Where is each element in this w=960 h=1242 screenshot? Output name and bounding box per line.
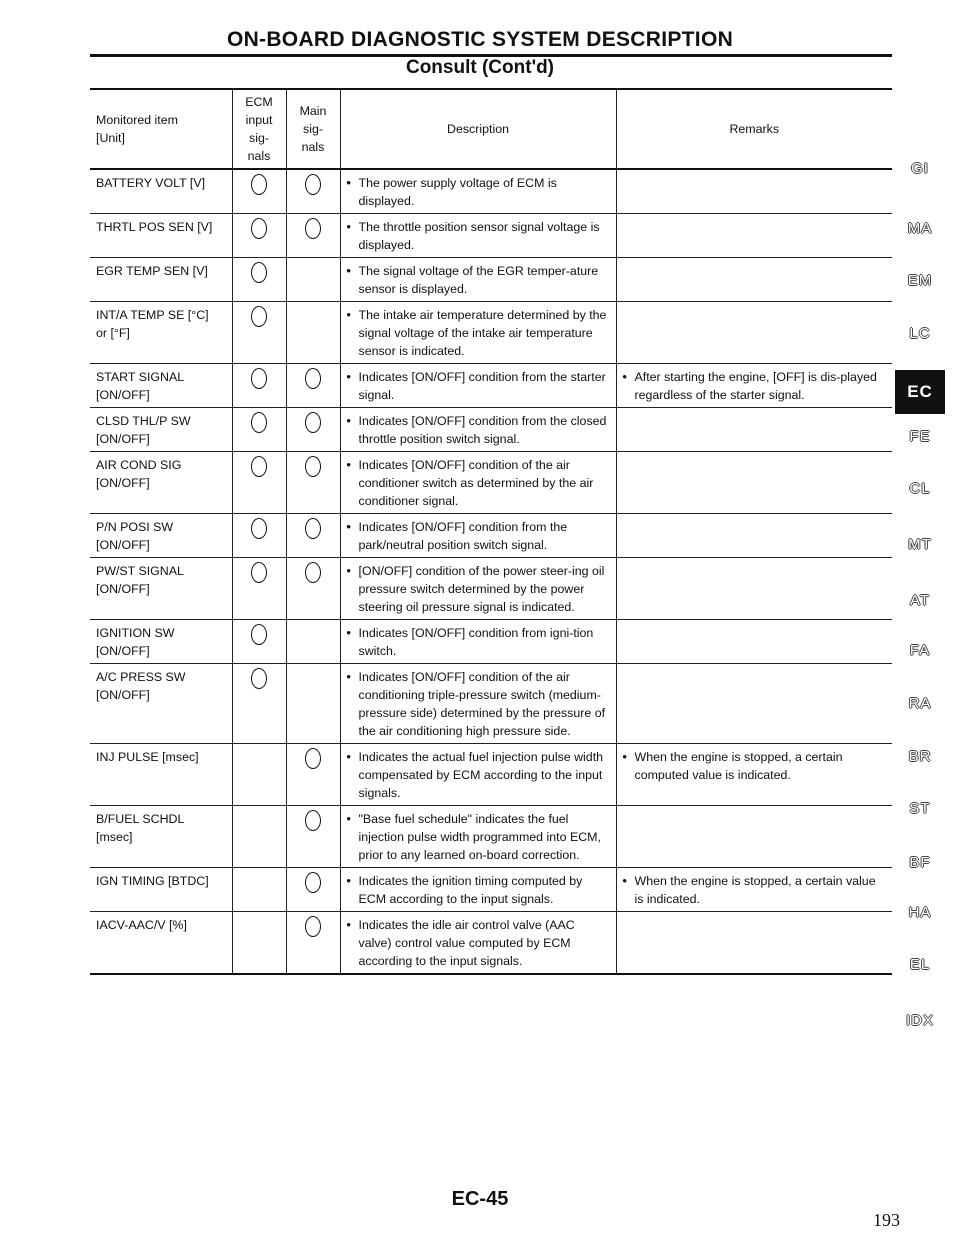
circle-mark-icon	[251, 456, 267, 477]
monitored-item-cell	[90, 806, 232, 868]
bullet-icon: •	[346, 414, 351, 428]
table-row	[90, 558, 892, 620]
side-tab-el[interactable]: EL	[909, 956, 931, 973]
monitored-item-name: PW/ST SIGNAL	[96, 564, 184, 578]
description-cell	[340, 744, 616, 806]
main-signal-cell	[286, 912, 340, 975]
remarks-bullet	[623, 368, 887, 404]
description-cell	[340, 214, 616, 258]
monitored-item-cell	[90, 620, 232, 664]
column-header-description: Description	[340, 89, 616, 169]
side-tab-lc[interactable]: LC	[909, 325, 931, 342]
table-row	[90, 806, 892, 868]
circle-mark-icon	[305, 412, 321, 433]
monitored-item-cell	[90, 169, 232, 214]
monitored-item-unit: or [°F]	[96, 326, 130, 340]
diagnostic-table-container	[90, 88, 892, 975]
monitored-item-name: IGN TIMING [BTDC]	[96, 874, 209, 888]
description-cell	[340, 452, 616, 514]
bullet-icon: •	[346, 626, 351, 640]
ecm-input-signal-cell	[232, 452, 286, 514]
circle-mark-icon	[251, 368, 267, 389]
description-text: The throttle position sensor signal voltage is displayed.	[358, 220, 600, 252]
remarks-text: When the engine is stopped, a certain computed value is indicated.	[634, 750, 843, 782]
bullet-icon: •	[346, 918, 351, 932]
monitored-item-unit: [ON/OFF]	[96, 644, 150, 658]
bullet-icon: •	[346, 458, 351, 472]
monitored-item-name: EGR TEMP SEN [V]	[96, 264, 208, 278]
bullet-icon: •	[346, 520, 351, 534]
table-row	[90, 169, 892, 214]
description-text: The power supply voltage of ECM is displayed.	[358, 176, 557, 208]
table-row	[90, 912, 892, 975]
monitored-item-name: START SIGNAL	[96, 370, 185, 384]
table-row	[90, 408, 892, 452]
description-text: [ON/OFF] condition of the power steer-ing oil pressure switch determined by the power steering oil pressure signal is indicated.	[358, 564, 605, 614]
side-tab-br[interactable]: BR	[908, 748, 932, 765]
monitored-item-cell	[90, 214, 232, 258]
monitored-item-name: AIR COND SIG	[96, 458, 182, 472]
table-body	[90, 169, 892, 974]
circle-mark-icon	[305, 562, 321, 583]
remarks-text: After starting the engine, [OFF] is dis-played regardless of the starter signal.	[634, 370, 877, 402]
description-bullet	[347, 518, 610, 554]
bullet-icon: •	[622, 750, 627, 764]
monitored-item-cell	[90, 868, 232, 912]
main-signal-cell	[286, 806, 340, 868]
main-signal-cell	[286, 408, 340, 452]
description-text: Indicates the actual fuel injection pulse width compensated by ECM according to the input signals.	[358, 750, 604, 800]
remarks-cell	[616, 744, 892, 806]
monitored-item-name: CLSD THL/P SW	[96, 414, 191, 428]
description-bullet	[347, 174, 610, 210]
table-row	[90, 364, 892, 408]
description-cell	[340, 620, 616, 664]
ecm-input-signal-cell	[232, 558, 286, 620]
remarks-cell	[616, 258, 892, 302]
table-row	[90, 744, 892, 806]
table-row	[90, 302, 892, 364]
monitored-item-unit: [ON/OFF]	[96, 582, 150, 596]
ecm-input-signal-cell	[232, 364, 286, 408]
description-text: Indicates [ON/OFF] condition of the air conditioner switch as determined by the air conditioner signal.	[358, 458, 594, 508]
ecm-input-signal-cell	[232, 744, 286, 806]
main-signal-cell	[286, 452, 340, 514]
monitored-item-name: A/C PRESS SW	[96, 670, 186, 684]
side-tab-fe[interactable]: FE	[909, 428, 931, 445]
column-header-remarks: Remarks	[616, 89, 892, 169]
bullet-icon: •	[346, 264, 351, 278]
diagnostic-table	[90, 88, 892, 975]
page-number: 193	[873, 1210, 900, 1230]
table-row	[90, 452, 892, 514]
monitored-item-unit: [ON/OFF]	[96, 432, 150, 446]
table-row	[90, 664, 892, 744]
main-signal-cell	[286, 514, 340, 558]
main-signal-cell	[286, 169, 340, 214]
monitored-item-unit: [ON/OFF]	[96, 388, 150, 402]
side-tab-em[interactable]: EM	[907, 272, 933, 289]
main-signal-cell	[286, 302, 340, 364]
bullet-icon: •	[346, 220, 351, 234]
table-header-row	[90, 89, 892, 169]
ecm-input-signal-cell	[232, 169, 286, 214]
side-tab-ha[interactable]: HA	[908, 904, 932, 921]
monitored-item-name: INT/A TEMP SE [°C]	[96, 308, 209, 322]
remarks-cell	[616, 806, 892, 868]
monitored-item-cell	[90, 364, 232, 408]
side-tab-bf[interactable]: BF	[909, 854, 931, 871]
side-tab-ec[interactable]: EC	[895, 370, 945, 414]
monitored-item-unit: [msec]	[96, 830, 133, 844]
ecm-input-signal-cell	[232, 664, 286, 744]
ecm-input-signal-cell	[232, 408, 286, 452]
description-text: The signal voltage of the EGR temper-ature sensor is displayed.	[358, 264, 599, 296]
side-tab-ra[interactable]: RA	[908, 695, 932, 712]
page-code: EC-45	[451, 1188, 509, 1210]
bullet-icon: •	[346, 812, 351, 826]
description-cell	[340, 912, 616, 975]
circle-mark-icon	[251, 218, 267, 239]
monitored-item-name: THRTL POS SEN [V]	[96, 220, 213, 234]
circle-mark-icon	[305, 872, 321, 893]
monitored-item-unit: [ON/OFF]	[96, 476, 150, 490]
remarks-cell	[616, 169, 892, 214]
circle-mark-icon	[251, 306, 267, 327]
description-text: Indicates [ON/OFF] condition from the park/neutral position switch signal.	[358, 520, 568, 552]
circle-mark-icon	[305, 916, 321, 937]
description-text: Indicates [ON/OFF] condition from igni-tion switch.	[358, 626, 594, 658]
monitored-item-cell	[90, 408, 232, 452]
description-text: Indicates the ignition timing computed by ECM according to the input signals.	[358, 874, 583, 906]
bullet-icon: •	[622, 370, 627, 384]
table-row	[90, 868, 892, 912]
monitored-item-unit: [ON/OFF]	[96, 688, 150, 702]
side-tab-idx[interactable]: IDX	[905, 1012, 934, 1029]
monitored-item-cell	[90, 558, 232, 620]
monitored-item-name: INJ PULSE [msec]	[96, 750, 199, 764]
circle-mark-icon	[251, 262, 267, 283]
description-bullet	[347, 668, 610, 740]
circle-mark-icon	[305, 810, 321, 831]
side-tab-cl[interactable]: CL	[909, 480, 931, 497]
main-signal-cell	[286, 214, 340, 258]
ecm-input-signal-cell	[232, 214, 286, 258]
monitored-item-cell	[90, 744, 232, 806]
description-text: The intake air temperature determined by the signal voltage of the intake air temperature sensor is indicated.	[358, 308, 607, 358]
remarks-bullet	[623, 748, 887, 784]
description-cell	[340, 664, 616, 744]
circle-mark-icon	[305, 518, 321, 539]
circle-mark-icon	[251, 668, 267, 689]
column-header-main: Main sig- nals	[286, 89, 340, 169]
remarks-cell	[616, 302, 892, 364]
monitored-item-name: IGNITION SW	[96, 626, 175, 640]
description-bullet	[347, 562, 610, 616]
monitored-item-cell	[90, 452, 232, 514]
main-signal-cell	[286, 744, 340, 806]
remarks-cell	[616, 214, 892, 258]
table-row	[90, 514, 892, 558]
column-header-ecm: ECM input sig- nals	[232, 89, 286, 169]
description-text: "Base fuel schedule" indicates the fuel injection pulse width programmed into ECM, prior to any learned on-board correction.	[358, 812, 601, 862]
remarks-cell	[616, 558, 892, 620]
bullet-icon: •	[622, 874, 627, 888]
remarks-cell	[616, 452, 892, 514]
monitored-item-cell	[90, 258, 232, 302]
bullet-icon: •	[346, 370, 351, 384]
monitored-item-name: IACV-AAC/V [%]	[96, 918, 187, 932]
remarks-cell	[616, 868, 892, 912]
description-text: Indicates [ON/OFF] condition of the air conditioning triple-pressure switch (medium-pressure side) determined by the pressure of the air conditioning high pressure side.	[358, 670, 606, 738]
ecm-input-signal-cell	[232, 302, 286, 364]
monitored-item-cell	[90, 664, 232, 744]
circle-mark-icon	[305, 218, 321, 239]
monitored-item-cell	[90, 912, 232, 975]
description-bullet	[347, 218, 610, 254]
description-cell	[340, 868, 616, 912]
ecm-input-signal-cell	[232, 258, 286, 302]
description-text: Indicates [ON/OFF] condition from the closed throttle position switch signal.	[358, 414, 607, 446]
description-cell	[340, 806, 616, 868]
description-cell	[340, 169, 616, 214]
monitored-item-unit: [ON/OFF]	[96, 538, 150, 552]
ecm-input-signal-cell	[232, 868, 286, 912]
circle-mark-icon	[305, 174, 321, 195]
description-text: Indicates the idle air control valve (AAC valve) control value computed by ECM according to the input signals.	[358, 918, 575, 968]
circle-mark-icon	[251, 624, 267, 645]
page-title: ON-BOARD DIAGNOSTIC SYSTEM DESCRIPTION	[226, 28, 734, 51]
ecm-input-signal-cell	[232, 912, 286, 975]
side-tab-gi[interactable]: GI	[911, 160, 929, 177]
description-cell	[340, 558, 616, 620]
description-bullet	[347, 872, 610, 908]
description-cell	[340, 364, 616, 408]
description-bullet	[347, 916, 610, 970]
main-signal-cell	[286, 620, 340, 664]
main-signal-cell	[286, 558, 340, 620]
description-bullet	[347, 368, 610, 404]
description-cell	[340, 408, 616, 452]
main-signal-cell	[286, 664, 340, 744]
main-signal-cell	[286, 364, 340, 408]
description-text: Indicates [ON/OFF] condition from the starter signal.	[358, 370, 606, 402]
description-bullet	[347, 810, 610, 864]
circle-mark-icon	[251, 518, 267, 539]
column-header-item: Monitored item [Unit]	[96, 113, 178, 145]
side-tab-mt[interactable]: MT	[908, 536, 932, 553]
remarks-cell	[616, 408, 892, 452]
table-row	[90, 258, 892, 302]
table-row	[90, 620, 892, 664]
circle-mark-icon	[251, 174, 267, 195]
side-tab-ma[interactable]: MA	[907, 220, 933, 237]
monitored-item-name: BATTERY VOLT [V]	[96, 176, 206, 190]
bullet-icon: •	[346, 670, 351, 684]
ecm-input-signal-cell	[232, 806, 286, 868]
monitored-item-cell	[90, 302, 232, 364]
description-bullet	[347, 456, 610, 510]
ecm-input-signal-cell	[232, 514, 286, 558]
bullet-icon: •	[346, 874, 351, 888]
description-bullet	[347, 624, 610, 660]
bullet-icon: •	[346, 308, 351, 322]
circle-mark-icon	[251, 412, 267, 433]
monitored-item-cell	[90, 514, 232, 558]
monitored-item-name: B/FUEL SCHDL	[96, 812, 185, 826]
description-bullet	[347, 262, 610, 298]
side-tab-st[interactable]: ST	[909, 800, 931, 817]
bullet-icon: •	[346, 564, 351, 578]
remarks-cell	[616, 664, 892, 744]
remarks-text: When the engine is stopped, a certain value is indicated.	[634, 874, 876, 906]
bullet-icon: •	[346, 750, 351, 764]
ecm-input-signal-cell	[232, 620, 286, 664]
circle-mark-icon	[305, 456, 321, 477]
circle-mark-icon	[251, 562, 267, 583]
description-bullet	[347, 306, 610, 360]
circle-mark-icon	[305, 368, 321, 389]
main-signal-cell	[286, 258, 340, 302]
remarks-cell	[616, 364, 892, 408]
side-tab-fa[interactable]: FA	[909, 642, 931, 659]
remarks-cell	[616, 620, 892, 664]
remarks-cell	[616, 514, 892, 558]
page-subtitle: Consult (Cont'd)	[405, 57, 555, 78]
description-cell	[340, 302, 616, 364]
description-cell	[340, 514, 616, 558]
remarks-bullet	[623, 872, 887, 908]
description-cell	[340, 258, 616, 302]
main-signal-cell	[286, 868, 340, 912]
description-bullet	[347, 412, 610, 448]
side-tab-at[interactable]: AT	[909, 592, 931, 609]
table-row	[90, 214, 892, 258]
bullet-icon: •	[346, 176, 351, 190]
circle-mark-icon	[305, 748, 321, 769]
monitored-item-name: P/N POSI SW	[96, 520, 174, 534]
remarks-cell	[616, 912, 892, 975]
description-bullet	[347, 748, 610, 802]
